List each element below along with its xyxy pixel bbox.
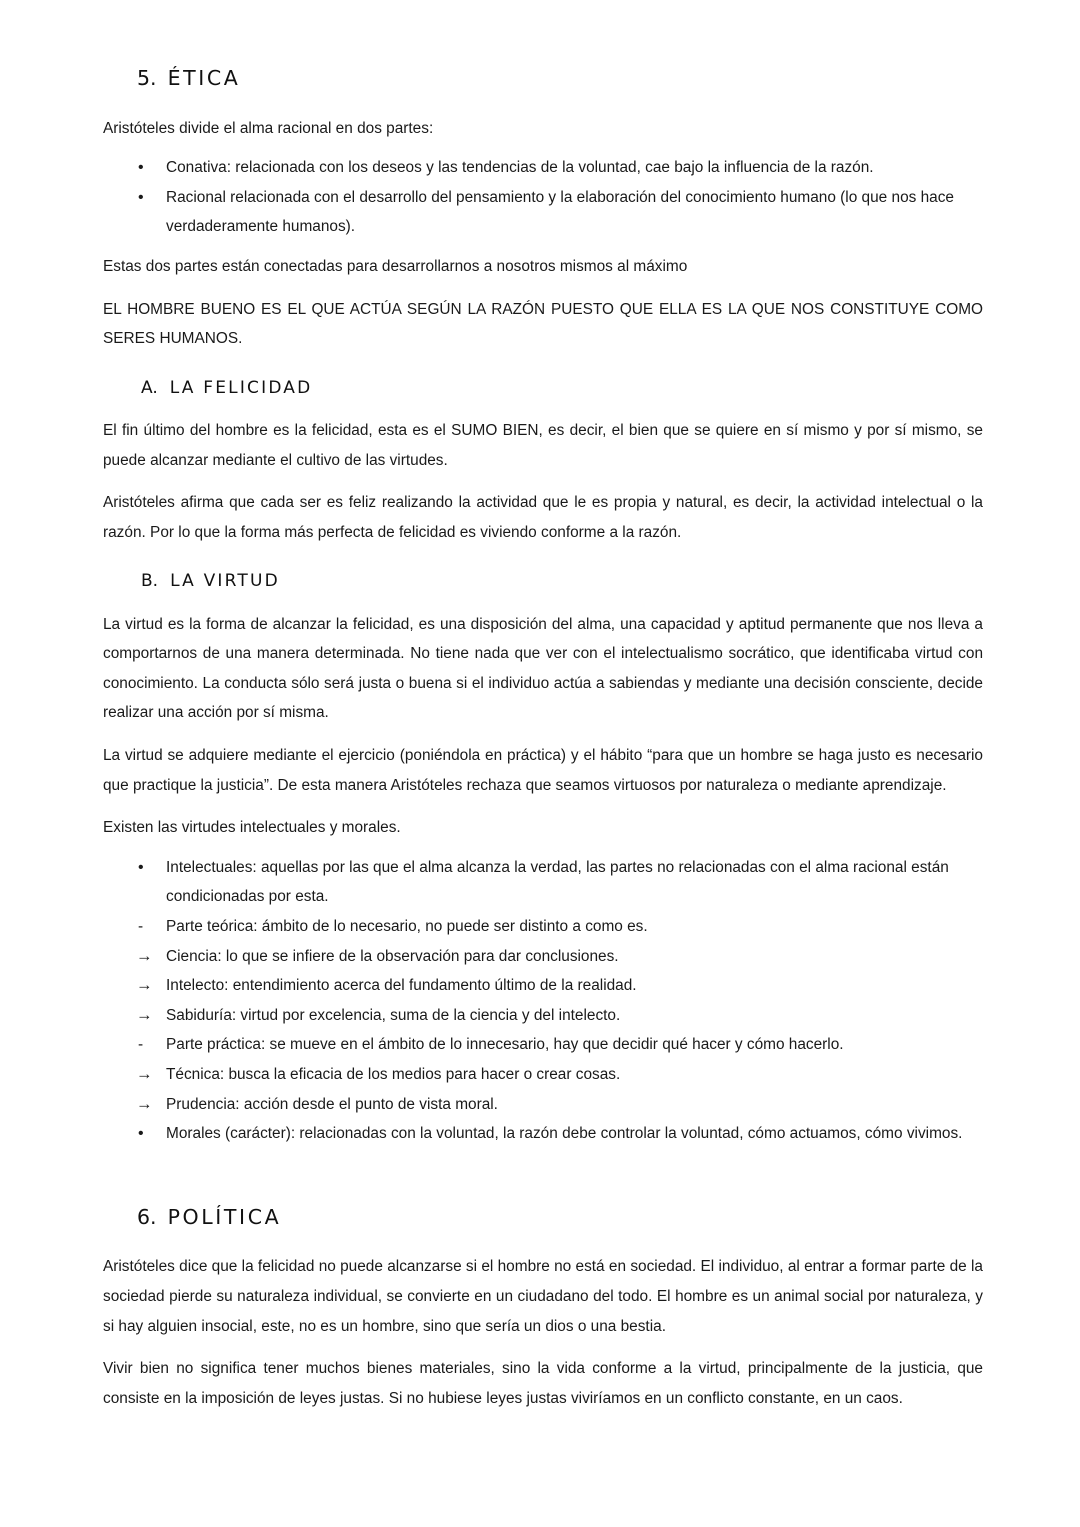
list-item bbox=[103, 153, 983, 183]
section-heading-etica bbox=[137, 66, 983, 92]
bullet-icon: • bbox=[138, 188, 144, 206]
paragraph: El fin último del hombre es la felicidad, esta es el SUMO BIEN, es decir, el bien que se quiere en sí mismo y por sí mismo, se puede alcanzar mediante el cultivo de las virtudes. bbox=[103, 422, 983, 469]
list-item-text: Intelecto: entendimiento acerca del fundamento último de la realidad. bbox=[166, 977, 637, 995]
alma-racional-list bbox=[103, 153, 983, 242]
spacer bbox=[103, 399, 983, 416]
after-list-paragraph: Estas dos partes están conectadas para desarrollarnos a nosotros mismos al máximo bbox=[103, 258, 688, 275]
emphasis-paragraph: EL HOMBRE BUENO ES EL QUE ACTÚA SEGÚN LA RAZÓN PUESTO QUE ELLA ES LA QUE NOS CONSTITUYE COMO SERES HUMANOS. bbox=[103, 300, 983, 348]
paragraph: La virtud se adquiere mediante el ejercicio (poniéndola en práctica) y el hábito “para que un hombre se haga justo es necesario que practique la justicia”. De esta manera Aristóteles rechaza que seamos virtuosos por naturaleza o mediante aprendizaje. bbox=[103, 747, 983, 794]
spacer bbox=[103, 800, 983, 813]
list-item-text: Conativa: relacionada con los deseos y las tendencias de la voluntad, cae bajo la influencia de la razón. bbox=[166, 159, 874, 177]
dash-icon: - bbox=[138, 918, 144, 935]
list-item-text: Racional relacionada con el desarrollo del pensamiento y la elaboración del conocimiento humano (lo que nos hace verdaderamente humanos). bbox=[166, 188, 954, 236]
subsection-title: LA VIRTUD bbox=[170, 571, 280, 592]
arrow-right-icon: → bbox=[136, 976, 153, 995]
spacer bbox=[103, 593, 983, 610]
subsection-number: A. bbox=[141, 377, 158, 398]
document-content bbox=[103, 66, 983, 1413]
subsection-number: B. bbox=[141, 571, 159, 592]
list-item-text: Intelectuales: aquellas por las que el alma alcanza la verdad, las partes no relacionadas con el alma racional están condicionadas por esta. bbox=[166, 858, 949, 906]
spacer bbox=[103, 1341, 983, 1354]
list-item-text: Técnica: busca la eficacia de los medios para hacer o crear cosas. bbox=[166, 1065, 621, 1083]
arrow-right-icon: → bbox=[136, 1064, 153, 1083]
spacer bbox=[103, 354, 983, 378]
intro-paragraph: Aristóteles divide el alma racional en dos partes: bbox=[103, 119, 434, 137]
list-item bbox=[103, 1119, 983, 1149]
paragraph: Aristóteles afirma que cada ser es feliz realizando la actividad que le es propia y natural, es decir, la actividad intelectual o la razón. Por lo que la forma más perfecta de felicidad es viviendo conforme a la razón. bbox=[103, 494, 983, 541]
section-title: POLÍTICA bbox=[167, 1204, 282, 1229]
section-number: 5. bbox=[137, 66, 157, 90]
paragraph: Existen las virtudes intelectuales y morales. bbox=[103, 819, 401, 837]
list-item-text: Parte práctica: se mueve en el ámbito de lo innecesario, hay que decidir qué hacer y cómo hacerlo. bbox=[166, 1036, 844, 1054]
list-item bbox=[103, 1030, 983, 1060]
dash-icon: - bbox=[138, 1036, 144, 1054]
list-item bbox=[103, 942, 983, 972]
paragraph: La virtud es la forma de alcanzar la felicidad, es una disposición del alma, una capacidad y aptitud permanente que nos lleva a comportarnos de una manera determinada. No tiene nada que ver con el intelectualismo socrático, que identificaba virtud con conocimiento. La conducta sólo será justa o buena si el individuo actúa a sabiendas y mediante una decisión consciente, decide realizar una acción por sí misma. bbox=[103, 615, 983, 722]
bullet-icon: • bbox=[138, 858, 144, 876]
list-item-text: Sabiduría: virtud por excelencia, suma de la ciencia y del intelecto. bbox=[166, 1006, 621, 1024]
list-item bbox=[103, 853, 983, 912]
list-item bbox=[103, 912, 983, 942]
spacer bbox=[103, 547, 983, 571]
virtudes-list bbox=[103, 853, 983, 1149]
spacer bbox=[103, 843, 983, 853]
section-title: ÉTICA bbox=[167, 66, 241, 90]
subsection-heading-virtud bbox=[141, 571, 983, 592]
spacer bbox=[103, 475, 983, 488]
arrow-right-icon: → bbox=[136, 1005, 153, 1024]
subsection-heading-felicidad bbox=[141, 378, 983, 399]
spacer bbox=[103, 143, 983, 153]
list-item bbox=[103, 1001, 983, 1031]
bullet-icon: • bbox=[138, 159, 144, 177]
spacer bbox=[103, 728, 983, 741]
section-heading-politica bbox=[137, 1205, 983, 1231]
spacer bbox=[103, 242, 983, 252]
list-item bbox=[103, 971, 983, 1001]
list-item-text: Ciencia: lo que se infiere de la observación para dar conclusiones. bbox=[166, 947, 619, 965]
spacer bbox=[103, 1230, 983, 1252]
paragraph: Aristóteles dice que la felicidad no puede alcanzarse si el hombre no está en sociedad. El individuo, al entrar a formar parte de la sociedad pierde su naturaleza individual, se convierte en un ciudadano del todo. El hombre es un animal social por naturaleza, y si hay alguien insocial, este, no es un hombre, sino que sería un dios o una bestia. bbox=[103, 1258, 983, 1335]
subsection-title: LA FELICIDAD bbox=[169, 377, 313, 398]
list-item-text: Prudencia: acción desde el punto de vista moral. bbox=[166, 1095, 498, 1113]
list-item-text: Morales (carácter): relacionadas con la voluntad, la razón debe controlar la voluntad, cómo actuamos, cómo vivimos. bbox=[166, 1125, 963, 1143]
arrow-right-icon: → bbox=[136, 1094, 153, 1113]
paragraph: Vivir bien no significa tener muchos bienes materiales, sino la vida conforme a la virtud, principalmente de la justicia, que consiste en la imposición de leyes justas. Si no hubiese leyes justas viviríamos en un conflicto constante, en un caos. bbox=[103, 1360, 983, 1407]
list-item bbox=[103, 183, 983, 242]
list-item bbox=[103, 1090, 983, 1120]
spacer bbox=[103, 282, 983, 295]
spacer bbox=[103, 1149, 983, 1205]
arrow-right-icon: → bbox=[136, 946, 153, 965]
spacer bbox=[103, 92, 983, 114]
list-item bbox=[103, 1060, 983, 1090]
bullet-icon: • bbox=[138, 1125, 144, 1143]
list-item-text: Parte teórica: ámbito de lo necesario, no puede ser distinto a como es. bbox=[166, 918, 648, 935]
section-number: 6. bbox=[137, 1204, 157, 1229]
